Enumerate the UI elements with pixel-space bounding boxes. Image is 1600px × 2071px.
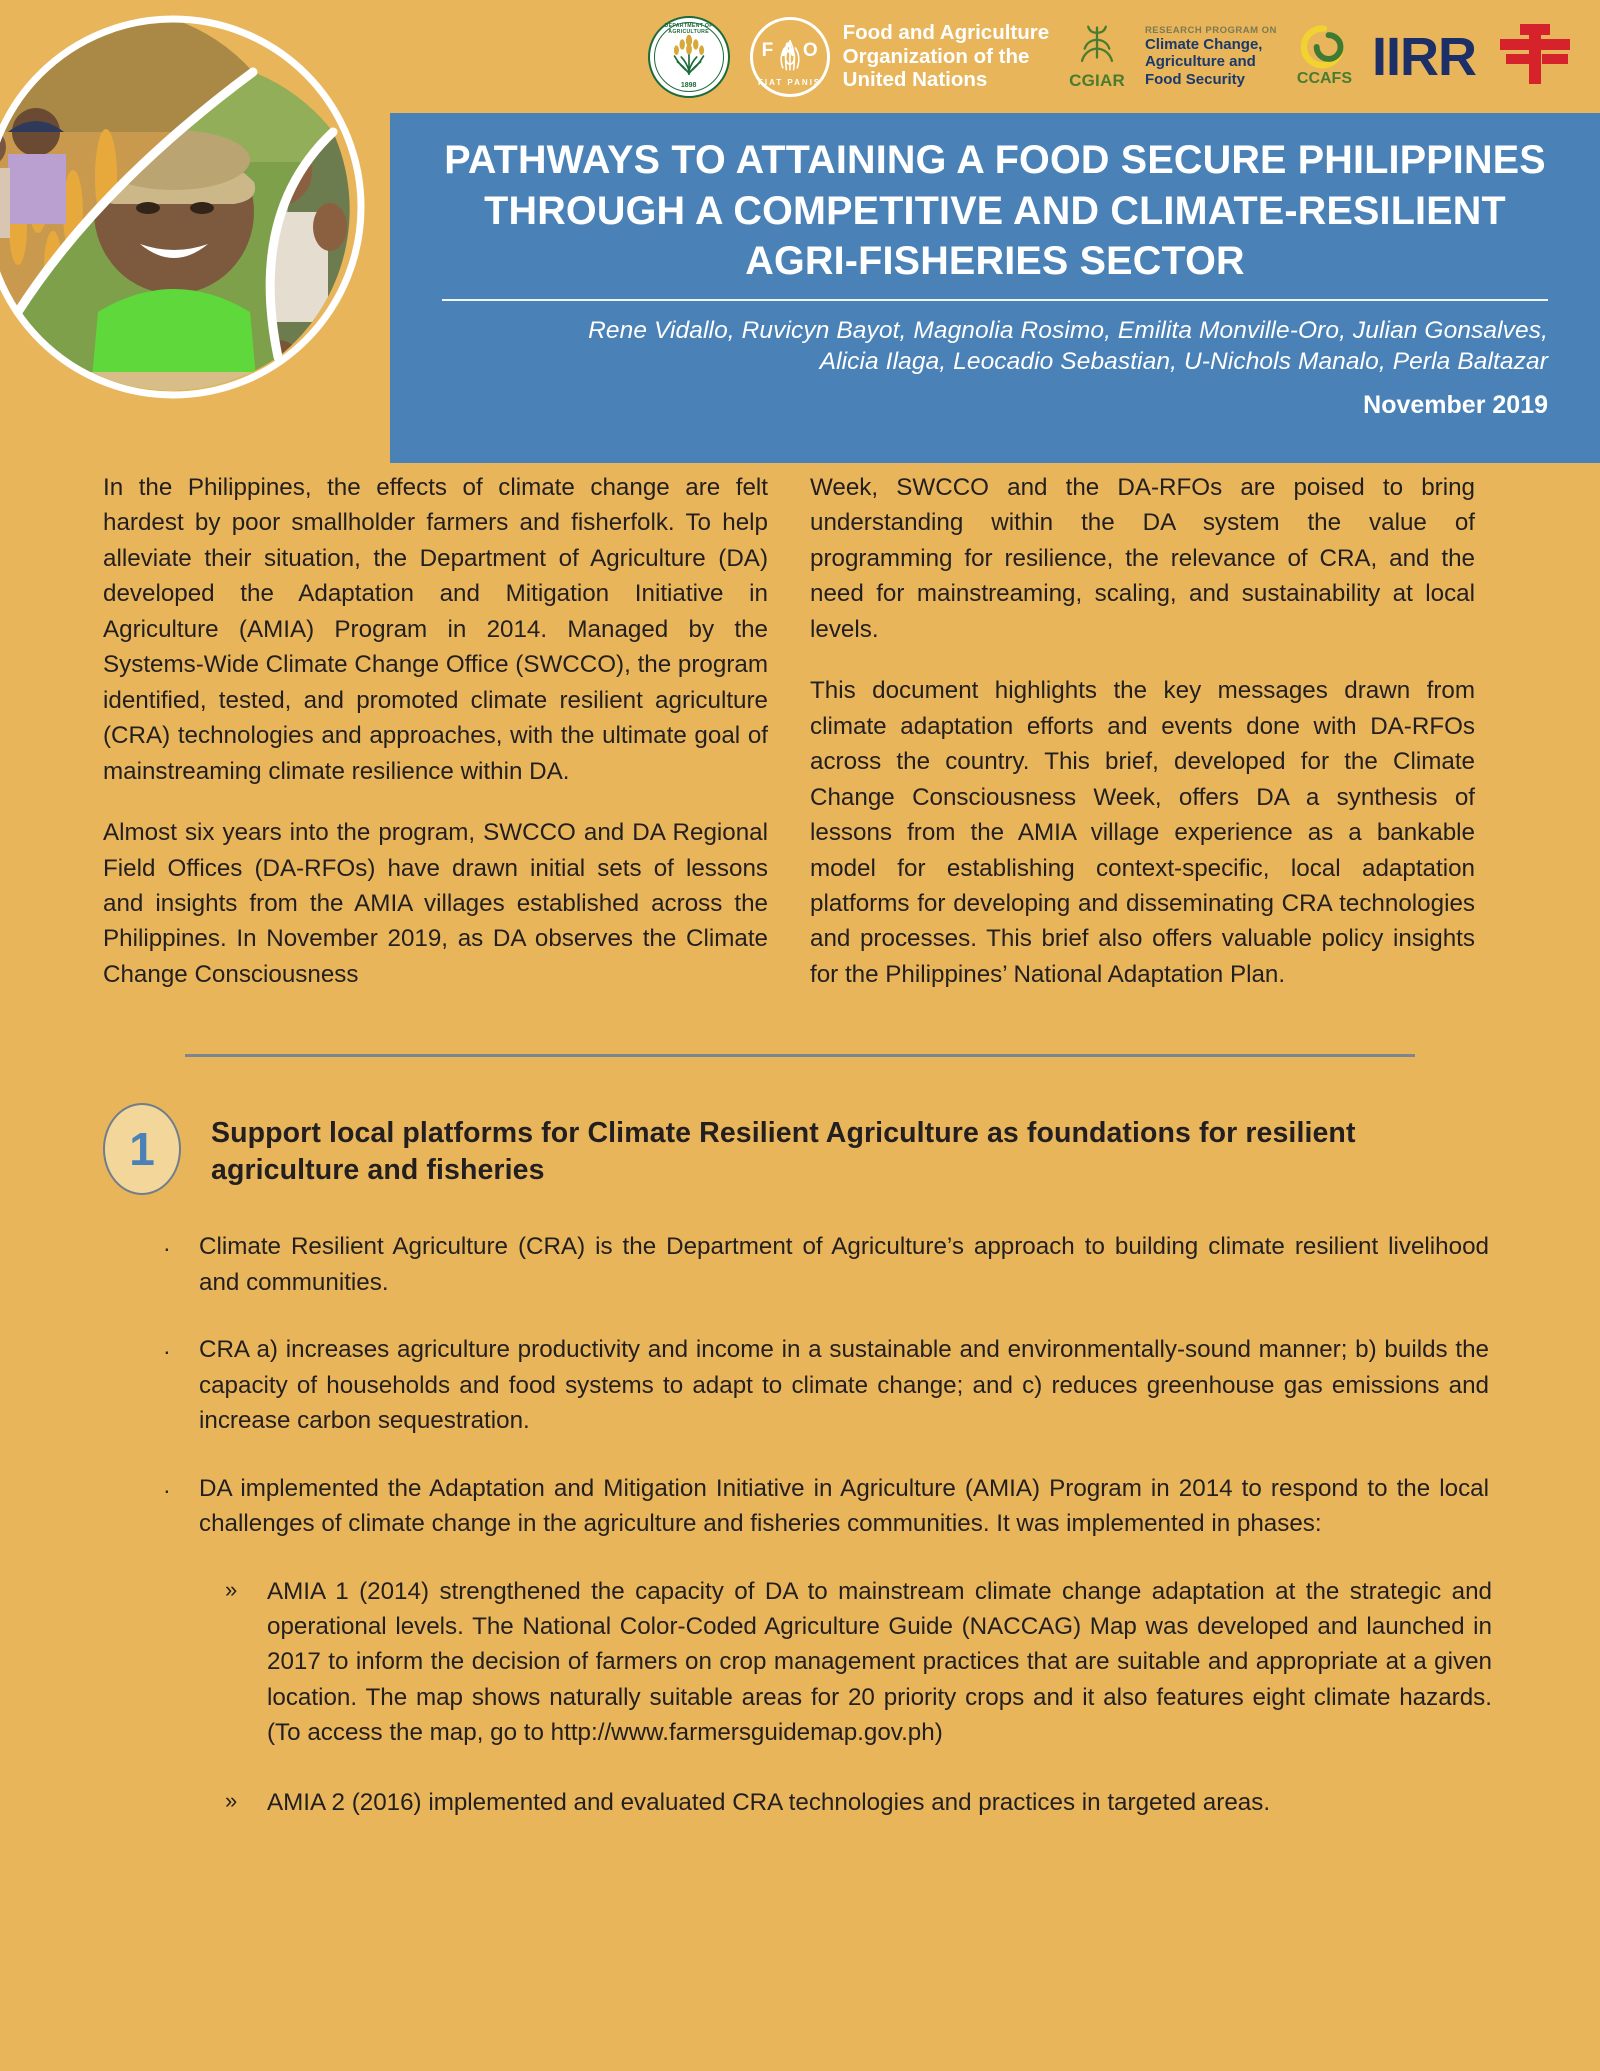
section-divider <box>185 1054 1415 1057</box>
sub-bullet-marker-icon: » <box>225 1787 238 1813</box>
section-1-sub-bullet-list <box>163 1574 1497 1821</box>
fao-letter-o: O <box>802 39 818 61</box>
cgiar-logo <box>1069 22 1125 91</box>
sub-bullet-text: AMIA 1 (2014) strengthened the capacity of DA to mainstream climate change adaptation at the strategic and operational levels. The National Color-Coded Agriculture Guide (NACCAG) Map was developed and launched in 2017 to inform the decision of farmers on crop management practices that are suitable and appropriate at a given location. The map shows naturally suitable areas for 20 priority crops and it also features eight climate hazards. (To access the map, go to http://www.farmersguidemap.gov.ph) <box>267 1577 1492 1747</box>
ccafs-logo <box>1297 25 1352 88</box>
document-body <box>0 470 1600 1854</box>
intro-paragraph: In the Philippines, the effects of climate change are felt hardest by poor smallholder farmers and fisherfolk. To help alleviate their situation, the Department of Agriculture (DA) developed the Adaptation and Mitigation Initiative in Agriculture (AMIA) Program in 2014. Managed by the Systems-Wide Climate Change Office (SWCCO), the program identified, tested, and promoted climate resilient agriculture (CRA) technologies and approaches, with the ultimate goal of mainstreaming climate resilience within DA. <box>103 474 768 785</box>
cgiar-wordmark: CGIAR <box>1069 71 1125 90</box>
section-number-badge: 1 <box>103 1103 181 1195</box>
bullet-marker-icon: · <box>163 1338 171 1365</box>
authors-line-2: Alicia Ilaga, Leocadio Sebastian, U-Nichols Manalo, Perla Baltazar <box>819 348 1548 376</box>
list-item <box>163 1229 1497 1300</box>
section-1 <box>0 1101 1600 1820</box>
intro-left-column <box>103 470 768 992</box>
ccafs-research-program-label: RESEARCH PROGRAM ON <box>1144 24 1277 36</box>
da-seal-top-text: DEPARTMENT OF AGRICULTURE <box>664 22 713 35</box>
section-1-bullet-list <box>103 1229 1497 1820</box>
page-title: PATHWAYS TO ATTAINING A FOOD SECURE PHILIPPINES THROUGH A COMPETITIVE AND CLIMATE-RESILIENT AGRI-FISHERIES SECTOR <box>444 138 1546 284</box>
list-item <box>163 1471 1497 1542</box>
intro-paragraph: Almost six years into the program, SWCCO and DA Regional Field Offices (DA-RFOs) have drawn initial sets of lessons and insights from the AMIA villages established across the Philippines. In November 2019, as DA observes the Climate Change Consciousness <box>103 819 768 988</box>
ccafs-wordmark: CCAFS <box>1296 70 1352 87</box>
wheat-stalk-icon <box>1075 22 1119 70</box>
bullet-text: CRA a) increases agriculture productivity and income in a sustainable and environmentally-sound manner; b) builds the capacity of households and food systems to adapt to climate change; and c) reduces greenhouse gas emissions and increase carbon sequestration. <box>199 1336 1489 1435</box>
fao-name-line-2: Organization of the <box>842 44 1030 68</box>
fao-motto: FIAT PANIS <box>758 77 822 87</box>
ccafs-swirl-icon <box>1301 25 1347 69</box>
intro-paragraph: This document highlights the key messages drawn from climate adaptation efforts and events done with DA-RFOs across the country. This brief, developed for the Climate Change Consciousness Week, offers DA a synthesis of lessons from the AMIA village experience as a bankable model for establishing context-specific, local adaptation platforms for developing and disseminating CRA technologies and processes. This brief also offers valuable policy insights for the Philippines’ National Adaptation Plan. <box>810 677 1475 988</box>
section-1-header <box>103 1101 1497 1195</box>
publication-date: November 2019 <box>1363 391 1548 420</box>
intro-right-column <box>810 470 1475 992</box>
ccafs-program-line-2: Agriculture and <box>1144 53 1256 71</box>
sub-bullet-text: AMIA 2 (2016) implemented and evaluated CRA technologies and practices in targeted areas. <box>267 1788 1271 1816</box>
logo-group <box>648 16 1574 98</box>
section-1-title: Support local platforms for Climate Resilient Agriculture as foundations for resilient agriculture and fisheries <box>211 1117 1356 1187</box>
list-item <box>163 1332 1497 1438</box>
iirr-logo <box>1496 22 1574 91</box>
ccafs-program-text <box>1145 25 1277 88</box>
intro-paragraph: Week, SWCCO and the DA-RFOs are poised to bring understanding within the DA system the value of programming for resilience, the relevance of CRA, and the need for mainstreaming, scaling, and sustainability at local levels. <box>810 474 1475 643</box>
fao-name-line-1: Food and Agriculture <box>842 20 1050 44</box>
sub-bullet-marker-icon: » <box>225 1576 238 1602</box>
fao-letter-a: A <box>781 39 795 61</box>
da-seal-year: 1898 <box>680 81 697 89</box>
department-of-agriculture-seal-icon <box>648 16 730 98</box>
fao-name <box>843 21 1050 92</box>
bullet-marker-icon: · <box>163 1235 171 1262</box>
intro-columns <box>0 470 1600 992</box>
photo-collage <box>0 12 368 402</box>
list-item <box>225 1574 1497 1751</box>
bullet-text: Climate Resilient Agriculture (CRA) is the Department of Agriculture’s approach to building climate resilient livelihood and communities. <box>199 1233 1489 1296</box>
fao-name-line-3: United Nations <box>842 68 988 92</box>
ccafs-program-line-3: Food Security <box>1144 70 1245 88</box>
fao-letter-f: F <box>761 39 774 61</box>
iirr-wordmark: IIRR <box>1372 26 1476 87</box>
list-item <box>225 1785 1497 1820</box>
fao-emblem-icon <box>750 17 830 97</box>
ccafs-program-line-1: Climate Change, <box>1144 35 1263 53</box>
bullet-marker-icon: · <box>163 1476 171 1503</box>
bullet-text: DA implemented the Adaptation and Mitigation Initiative in Agriculture (AMIA) Program in 2014 to respond to the local challenges of climate change in the agriculture and fisheries communities. It was implemented in phases: <box>199 1474 1489 1538</box>
authors-line-1: Rene Vidallo, Ruvicyn Bayot, Magnolia Rosimo, Emilita Monville-Oro, Julian Gonsalves, <box>588 316 1548 344</box>
title-banner <box>390 113 1600 463</box>
banner-divider <box>442 299 1548 301</box>
fao-logo <box>750 17 1050 97</box>
iirr-red-mark-icon <box>1496 22 1574 86</box>
